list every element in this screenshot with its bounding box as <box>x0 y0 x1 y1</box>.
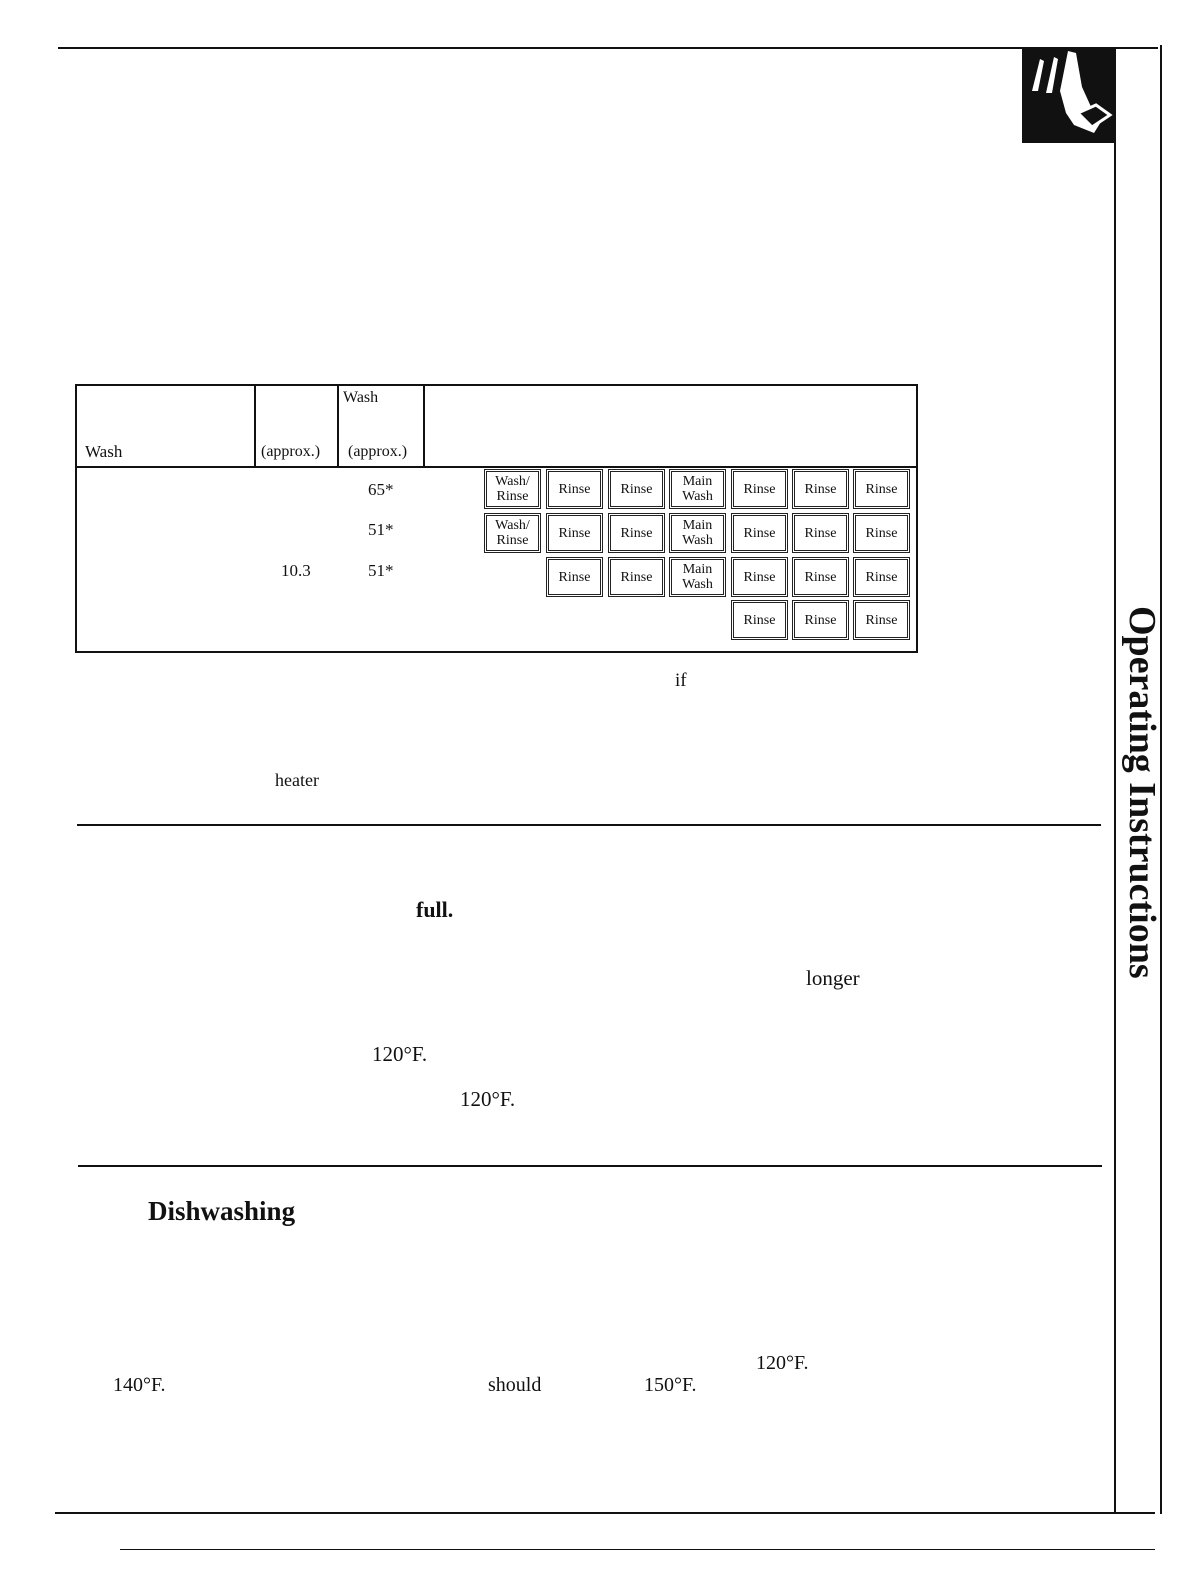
step-cell: Main Wash <box>671 471 724 507</box>
text-if: if <box>675 670 687 691</box>
text-heater: heater <box>275 770 319 790</box>
step-cell: Rinse <box>794 559 847 595</box>
text-temp-5: 150°F. <box>644 1374 697 1396</box>
text-longer: longer <box>806 966 860 990</box>
step-cell: Rinse <box>548 515 601 551</box>
header-minutes: (approx.) <box>348 443 408 460</box>
table-col-divider-3 <box>423 384 425 467</box>
header-wash-top: Wash <box>343 389 379 406</box>
step-cell: Rinse <box>794 602 847 638</box>
footer-rule <box>120 1549 1155 1550</box>
step-cell: Rinse <box>733 559 786 595</box>
row-1-minutes: 65* <box>368 480 394 499</box>
text-full: full. <box>416 897 454 922</box>
step-cell: Rinse <box>610 515 663 551</box>
step-cell: Main Wash <box>671 515 724 551</box>
step-cell: Rinse <box>855 515 908 551</box>
side-tab-block <box>1022 47 1116 143</box>
section-rule-2 <box>78 1165 1102 1167</box>
step-cell: Rinse <box>610 471 663 507</box>
section-rule-1 <box>77 824 1101 826</box>
step-cell: Rinse <box>610 559 663 595</box>
row-3-gallons: 10.3 <box>281 561 311 580</box>
step-cell: Wash/ Rinse <box>486 515 539 551</box>
step-cell: Rinse <box>548 471 601 507</box>
text-temp-4: 140°F. <box>113 1374 166 1396</box>
top-rule <box>58 47 1158 49</box>
step-cell: Rinse <box>733 471 786 507</box>
step-cell: Rinse <box>855 471 908 507</box>
header-gallons: (approx.) <box>261 443 321 460</box>
table-col-divider-2 <box>337 384 339 467</box>
text-temp-1: 120°F. <box>372 1042 428 1066</box>
step-cell: Rinse <box>855 602 908 638</box>
step-cell: Rinse <box>855 559 908 595</box>
text-temp-2: 120°F. <box>460 1087 516 1111</box>
step-cell: Main Wash <box>671 559 724 595</box>
text-temp-3: 120°F. <box>756 1352 809 1374</box>
step-cell: Rinse <box>733 602 786 638</box>
step-cell: Wash/ Rinse <box>486 471 539 507</box>
table-col-divider-1 <box>254 384 256 467</box>
row-3-minutes: 51* <box>368 561 394 580</box>
hand-pressing-button-icon <box>1022 47 1116 143</box>
step-cell: Rinse <box>733 515 786 551</box>
text-should: should <box>488 1374 542 1396</box>
row-2-minutes: 51* <box>368 520 394 539</box>
side-title: Operating Instructions <box>1121 606 1163 979</box>
side-rule-inner <box>1114 142 1116 1514</box>
table-header-rule <box>75 466 918 468</box>
bottom-rule <box>55 1512 1155 1514</box>
step-cell: Rinse <box>794 471 847 507</box>
section-heading-dishwashing: Dishwashing <box>148 1196 296 1226</box>
header-wash: Wash <box>85 442 123 461</box>
step-cell: Rinse <box>794 515 847 551</box>
step-cell: Rinse <box>548 559 601 595</box>
